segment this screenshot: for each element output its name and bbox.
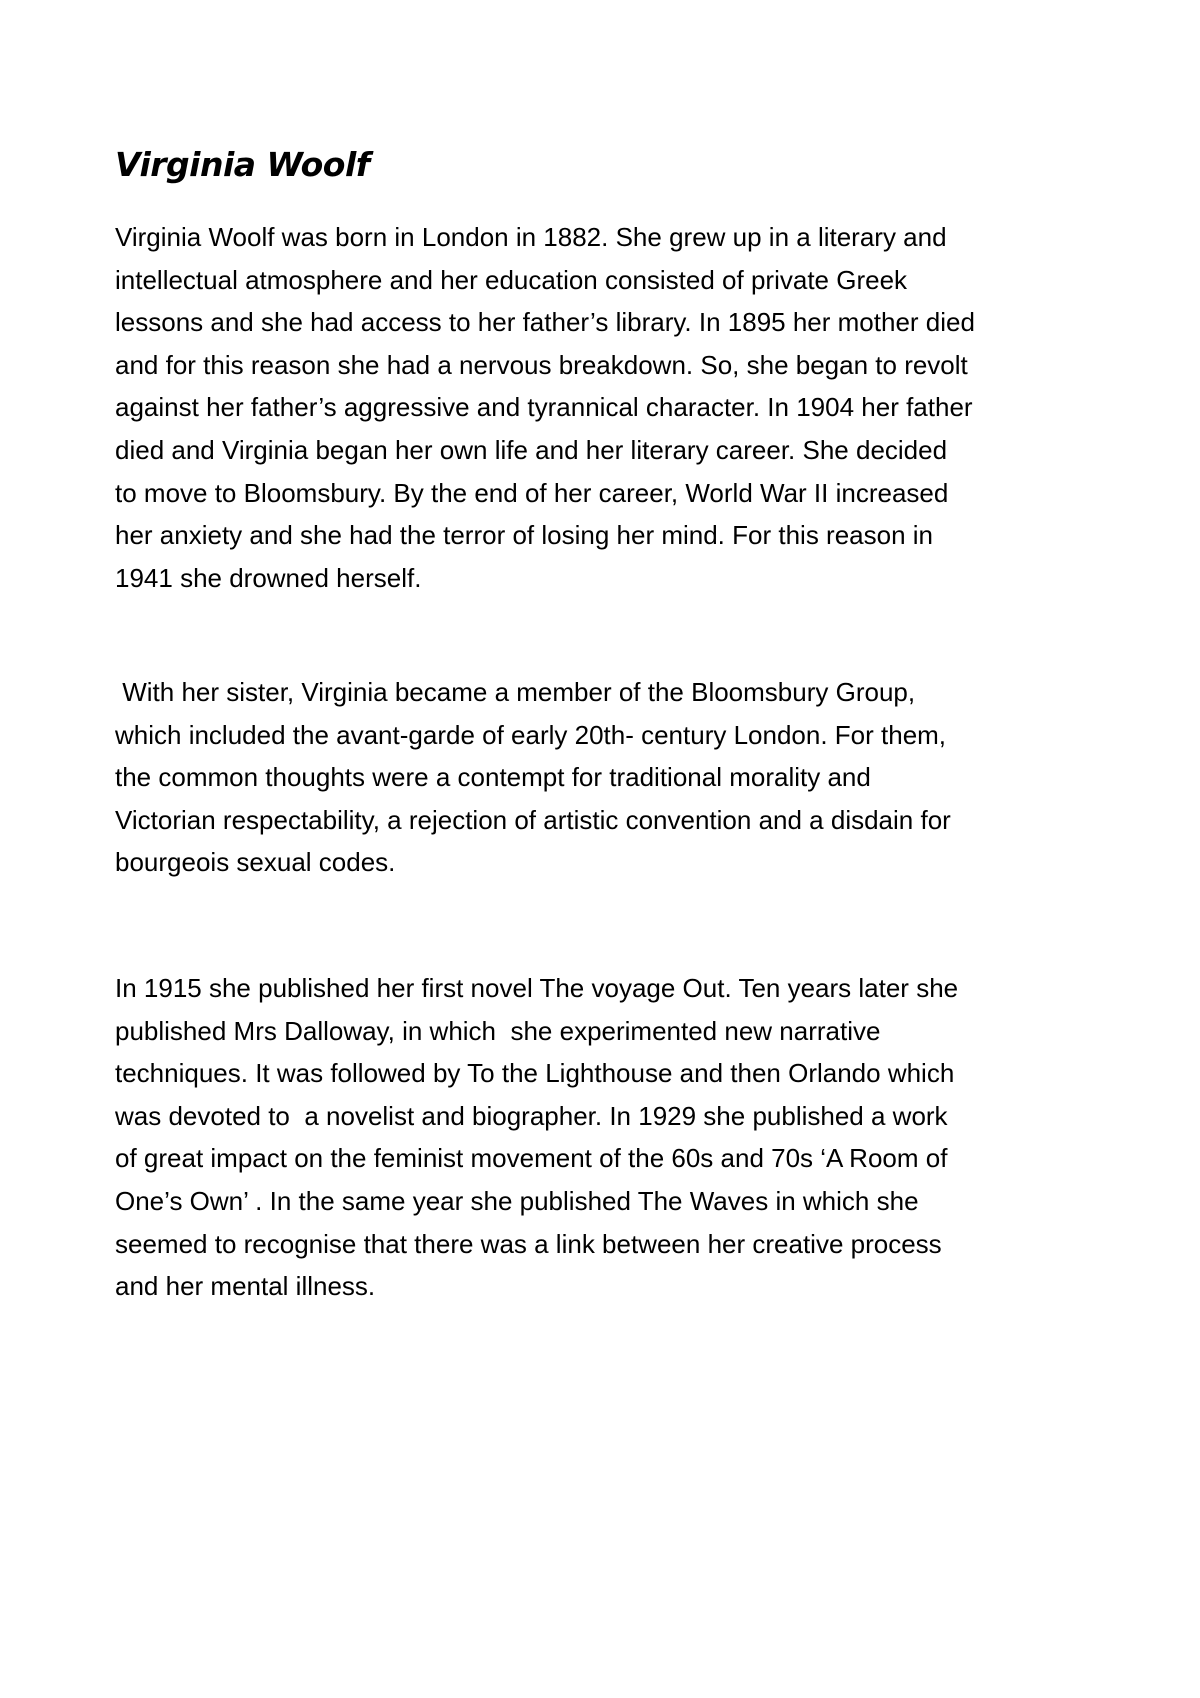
paragraph-biography (115, 216, 975, 599)
text-line: which included the avant-garde of early 20th- century London. For them, (115, 719, 947, 750)
text-line: was devoted to a novelist and biographer. In 1929 she published a work (115, 1100, 948, 1131)
text-line: her anxiety and she had the terror of losing her mind. For this reason in (115, 520, 933, 551)
text-line: intellectual atmosphere and her education consisted of private Greek (115, 264, 908, 295)
text-line: published Mrs Dalloway, in which she experimented new narrative (115, 1015, 881, 1046)
text-line: Victorian respectability, a rejection of artistic convention and a disdain for (115, 804, 951, 835)
paragraph-works (115, 967, 958, 1308)
text-line: and for this reason she had a nervous breakdown. So, she began to revolt (115, 349, 968, 380)
document-title: Virginia Woolf (115, 145, 370, 184)
text-line: the common thoughts were a contempt for traditional morality and (115, 762, 871, 793)
text-line: and her mental illness. (115, 1271, 376, 1302)
text-line: bourgeois sexual codes. (115, 847, 396, 878)
text-line: seemed to recognise that there was a link between her creative process (115, 1228, 942, 1259)
text-line: With her sister, Virginia became a member of the Bloomsbury Group, (115, 677, 916, 707)
text-line: to move to Bloomsbury. By the end of her career, World War II increased (115, 477, 949, 508)
text-line: lessons and she had access to her father’s library. In 1895 her mother died (115, 307, 975, 338)
text-line: died and Virginia began her own life and her literary career. She decided (115, 434, 948, 465)
text-line: against her father’s aggressive and tyrannical character. In 1904 her father (115, 392, 973, 423)
text-line: 1941 she drowned herself. (115, 562, 422, 593)
paragraph-bloomsbury (115, 671, 951, 884)
text-line: techniques. It was followed by To the Lighthouse and then Orlando which (115, 1058, 955, 1089)
text-line: of great impact on the feminist movement of the 60s and 70s ‘A Room of (115, 1143, 948, 1174)
text-line: In 1915 she published her first novel The voyage Out. Ten years later she (115, 973, 959, 1003)
text-line: One’s Own’ . In the same year she published The Waves in which she (115, 1185, 919, 1216)
text-line: Virginia Woolf was born in London in 1882. She grew up in a literary and (115, 222, 947, 252)
